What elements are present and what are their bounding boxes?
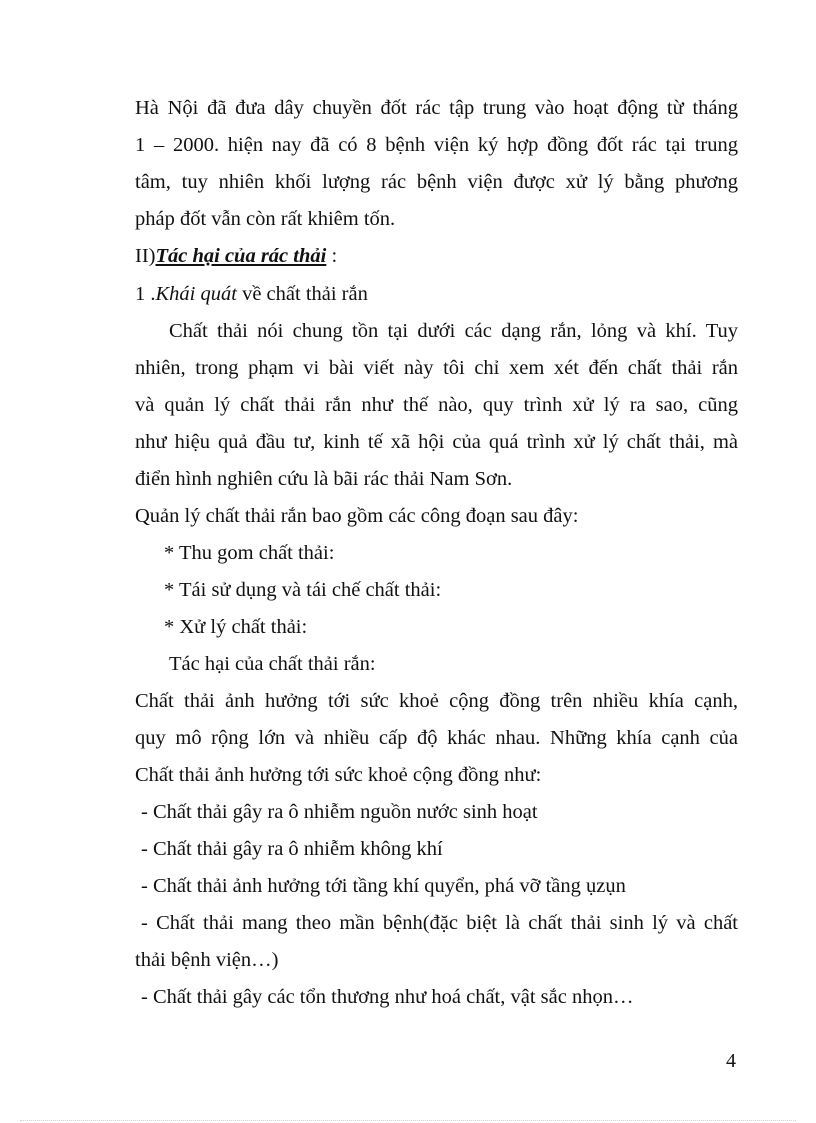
paragraph1-line2: 1 – 2000. hiện nay đã có 8 bệnh viện ký hợp đồng đốt rác tại trung [135,134,738,156]
section-number: II) [135,245,156,267]
section-title: Tác hại của rác thải [155,245,327,267]
paragraph2-line4: như hiệu quả đầu tư, kinh tế xã hội của quá trình xử lý chất thải, mà [135,431,738,453]
page-bottom-divider [20,1120,796,1121]
harm-bullet: - Chất thải gây ra ô nhiễm không khí [141,838,443,860]
management-item: * Tái sử dụng và tái chế chất thải: [164,579,442,601]
paragraph2-line2: nhiên, trong phạm vi bài viết này tôi chỉ xem xét đến chất thải rắn [135,357,738,379]
management-item: * Thu gom chất thải: [164,542,335,564]
management-item: * Xử lý chất thải: [164,616,308,638]
page-number: 4 [726,1050,736,1072]
harms-line2: quy mô rộng lớn và nhiều cấp độ khác nhau. Những khía cạnh của [135,727,738,749]
management-intro: Quản lý chất thải rắn bao gồm các công đoạn sau đây: [135,505,579,527]
paragraph2-line3: và quản lý chất thải rắn như thế nào, quy trình xử lý ra sao, cũng [135,394,738,416]
paragraph2-line1: Chất thải nói chung tồn tại dưới các dạng rắn, lỏng và khí. Tuy [169,320,738,342]
subsection-number: 1 . [135,283,156,305]
subsection-heading [135,280,738,308]
harm-bullet: - Chất thải gây các tổn thương như hoá chất, vật sắc nhọn… [141,986,634,1008]
harms-line1: Chất thải ảnh hưởng tới sức khoẻ cộng đồng trên nhiều khía cạnh, [135,690,738,712]
paragraph1-line4: pháp đốt vẫn còn rất khiêm tốn. [135,208,396,230]
section-heading [135,242,738,270]
harms-line3: Chất thải ảnh hưởng tới sức khoẻ cộng đồng như: [135,764,542,786]
harm-bullet-continuation: thải bệnh viện…) [135,949,279,971]
section-title-suffix: : [326,245,338,267]
harms-heading: Tác hại của chất thải rắn: [169,653,376,675]
paragraph1-line3: tâm, tuy nhiên khối lượng rác bệnh viện được xử lý bằng phương [135,171,738,193]
harm-bullet: - Chất thải gây ra ô nhiễm nguồn nước sinh hoạt [141,801,538,823]
paragraph1-line1: Hà Nội đã đưa dây chuyền đốt rác tập trung vào hoạt động từ tháng [135,97,738,119]
subsection-title-italic: Khái quát [155,283,237,305]
harm-bullet: - Chất thải mang theo mần bệnh(đặc biệt là chất thải sinh lý và chất [141,912,738,934]
subsection-title-rest: về chất thải rắn [236,283,368,305]
paragraph2-line5: điển hình nghiên cứu là bãi rác thải Nam Sơn. [135,468,513,490]
harm-bullet: - Chất thải ảnh hưởng tới tầng khí quyển, phá vỡ tầng ụzụn [141,875,626,897]
